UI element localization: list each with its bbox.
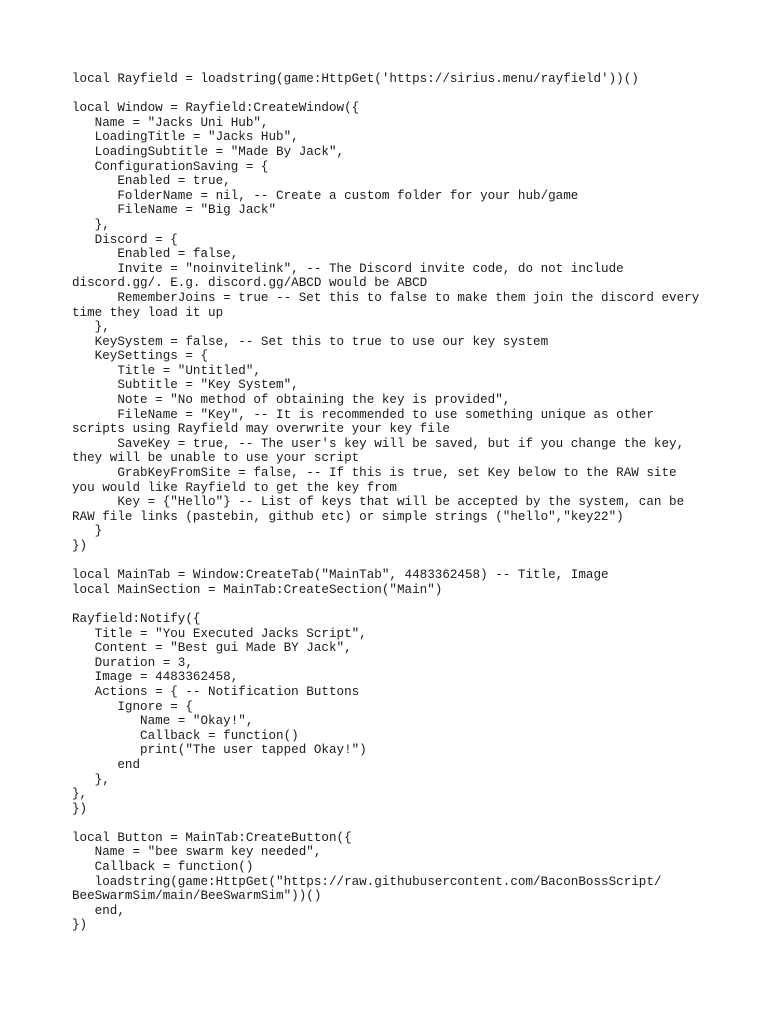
- code-line: SaveKey = true, -- The user's key will be saved, but if you change the key,: [72, 436, 685, 451]
- code-line: FileName = "Key", -- It is recommended to use something unique as other: [72, 407, 654, 422]
- code-line: BeeSwarmSim/main/BeeSwarmSim"))(): [72, 889, 322, 904]
- code-line: RAW file links (pastebin, github etc) or simple strings ("hello","key22"): [72, 509, 624, 524]
- code-line: Title = "Untitled",: [72, 363, 261, 378]
- code-line: local MainSection = MainTab:CreateSection("Main"): [72, 582, 443, 597]
- code-line: local Window = Rayfield:CreateWindow({: [72, 101, 360, 116]
- code-line: Duration = 3,: [72, 655, 193, 670]
- code-line: Name = "Okay!",: [72, 714, 254, 729]
- code-line: scripts using Rayfield may overwrite your key file: [72, 422, 450, 437]
- code-line: KeySystem = false, -- Set this to true to use our key system: [72, 334, 549, 349]
- code-line: you would like Rayfield to get the key from: [72, 480, 397, 495]
- code-line: }): [72, 801, 88, 816]
- code-line: },: [72, 787, 88, 802]
- code-line: Callback = function(): [72, 728, 299, 743]
- code-line: LoadingTitle = "Jacks Hub",: [72, 130, 299, 145]
- code-line: ConfigurationSaving = {: [72, 159, 269, 174]
- blank-line: [72, 597, 702, 612]
- blank-line: [72, 554, 702, 569]
- code-line: Rayfield:Notify({: [72, 611, 201, 626]
- blank-line: [72, 816, 702, 831]
- code-line: Key = {"Hello"} -- List of keys that will be accepted by the system, can be: [72, 495, 685, 510]
- code-line: Title = "You Executed Jacks Script",: [72, 626, 367, 641]
- code-line: Discord = {: [72, 232, 178, 247]
- code-line: Content = "Best gui Made BY Jack",: [72, 641, 352, 656]
- code-line: local Rayfield = loadstring(game:HttpGet('https://sirius.menu/rayfield'))(): [72, 72, 639, 86]
- code-line: local MainTab = Window:CreateTab("MainTab", 4483362458) -- Title, Image: [72, 568, 609, 583]
- code-line: Invite = "noinvitelink", -- The Discord invite code, do not include: [72, 261, 624, 276]
- code-line: Subtitle = "Key System",: [72, 378, 299, 393]
- code-line: Ignore = {: [72, 699, 193, 714]
- code-line: local Button = MainTab:CreateButton({: [72, 830, 352, 845]
- code-listing: [72, 72, 702, 933]
- code-line: Callback = function(): [72, 860, 254, 875]
- code-line: Note = "No method of obtaining the key is provided",: [72, 393, 511, 408]
- code-line: Name = "bee swarm key needed",: [72, 845, 322, 860]
- blank-line: [72, 87, 702, 102]
- code-line: print("The user tapped Okay!"): [72, 743, 367, 758]
- code-line: FolderName = nil, -- Create a custom folder for your hub/game: [72, 188, 579, 203]
- code-line: Image = 4483362458,: [72, 670, 239, 685]
- code-line: FileName = "Big Jack": [72, 203, 277, 218]
- code-line: }: [72, 524, 103, 539]
- code-line: Name = "Jacks Uni Hub",: [72, 115, 269, 130]
- code-line: },: [72, 772, 110, 787]
- code-line: they will be unable to use your script: [72, 451, 360, 466]
- code-line: end,: [72, 903, 125, 918]
- code-line: LoadingSubtitle = "Made By Jack",: [72, 144, 345, 159]
- code-line: },: [72, 217, 110, 232]
- code-line: Actions = { -- Notification Buttons: [72, 684, 360, 699]
- code-line: time they load it up: [72, 305, 224, 320]
- code-line: discord.gg/. E.g. discord.gg/ABCD would be ABCD: [72, 276, 428, 291]
- code-line: GrabKeyFromSite = false, -- If this is true, set Key below to the RAW site: [72, 466, 677, 481]
- code-line: RememberJoins = true -- Set this to false to make them join the discord every: [72, 290, 700, 305]
- code-line: }): [72, 539, 88, 553]
- code-line: },: [72, 320, 110, 335]
- code-line: Enabled = true,: [72, 174, 231, 189]
- code-line: KeySettings = {: [72, 349, 209, 364]
- code-line: end: [72, 757, 141, 772]
- code-line: loadstring(game:HttpGet("https://raw.githubusercontent.com/BaconBossScript/: [72, 874, 662, 889]
- code-line: }): [72, 918, 88, 933]
- code-line: Enabled = false,: [72, 247, 239, 262]
